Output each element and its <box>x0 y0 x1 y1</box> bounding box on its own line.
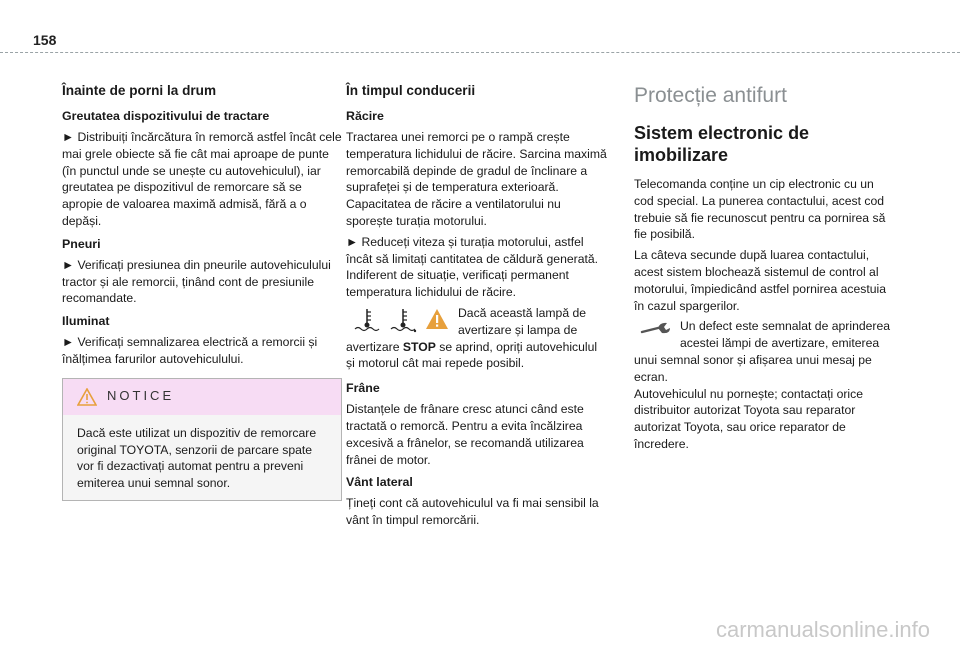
notice-body: Dacă este utilizat un dispozitiv de remorcare original TOYOTA, senzorii de parcare spate vor fi dezactivați automat pentru a preveni emiterea unui semnal sonor. <box>77 425 317 491</box>
notice-title: NOTICE <box>107 388 175 404</box>
paragraph-contact-dealer: Autovehiculul nu pornește; contactați orice distribuitor autorizat Toyota sau reparator autorizat Toyota, sau orice reparator de încredere. <box>634 386 863 451</box>
watermark: carmanualsonline.info <box>715 617 930 642</box>
paragraph-weight: ► Distribuiți încărcătura în remorcă astfel încât cele mai grele obiecte să fie cât mai aproape de punte (în punctul unde se unește cu autovehiculul), iar greutatea pe dispozitivul de remorcare să se apropie de valoarea maximă admisă, fără a o depăși. <box>62 130 342 228</box>
column-before-driving <box>62 82 345 501</box>
paragraph-lighting: ► Verificați semnalizarea electrică a remorcii și înălțimea farurilor autovehiculului. <box>62 335 318 366</box>
warning-lamps-group <box>352 307 450 333</box>
coolant-temperature-icon <box>352 307 382 333</box>
paragraph-remote-chip: Telecomanda conține un cip electronic cu un cod special. La punerea contactului, acest cod trebuie să fie recunoscut pentru ca pornirea să fie posibilă. <box>634 177 886 242</box>
column-while-driving <box>346 82 608 533</box>
heading-before-driving: Înainte de porni la drum <box>62 83 217 98</box>
subheading-lighting: Iluminat <box>62 314 110 329</box>
fault-text: Un defect este semnalat de aprinderea acestei lămpi de avertizare, emiterea unui semnal sonor și afișarea unui mesaj pe ecran. <box>634 319 891 384</box>
warning-lamp-text-b: se aprind, opriți autovehiculul și motorul cât mai repede posibil. <box>346 339 598 371</box>
fault-paragraph <box>634 318 896 385</box>
subheading-towbar-weight: Greutatea dispozitivului de tractare <box>62 109 270 123</box>
column-anti-theft <box>634 82 896 457</box>
paragraph-brakes: Distanțele de frânare cresc atunci când este tractată o remorcă. Pentru a evita încălzirea excesivă a frânelor, se recomandă utilizarea frânei de motor. <box>346 402 584 467</box>
coolant-level-icon <box>388 307 418 333</box>
warning-lamp-text-a: Dacă această lampă de avertizare și lampa de avertizare <box>346 305 587 354</box>
paragraph-reduce-speed: ► Reduceți viteza și turația motorului, astfel încât să limitați cantitatea de căldură generată. Indiferent de situație, verificați permanent temperatura lichidului de răcire. <box>346 234 599 300</box>
top-divider <box>0 52 960 53</box>
subheading-cooling: Răcire <box>346 109 384 123</box>
section-title-anti-theft: Protecție antifurt <box>634 84 787 107</box>
notice-header <box>63 379 341 415</box>
paragraph-side-wind: Țineți cont că autovehiculul va fi mai sensibil la vânt în timpul remorcării. <box>346 496 599 528</box>
subheading-side-wind: Vânt lateral <box>346 475 413 490</box>
stop-label: STOP <box>402 339 436 354</box>
subheading-brakes: Frâne <box>346 381 380 396</box>
heading-while-driving: În timpul conducerii <box>346 83 476 98</box>
notice-box <box>62 378 342 501</box>
page-number: 158 <box>33 32 57 48</box>
heading-immobiliser: Sistem electronic de imobilizare <box>634 123 810 165</box>
warning-triangle-icon <box>77 388 97 406</box>
paragraph-tyres: ► Verificați presiunea din pneurile autovehiculului tractor și ale remorcii, ținând cont de presiunile recomandate. <box>62 257 331 306</box>
subheading-tyres: Pneuri <box>62 236 101 251</box>
warning-triangle-icon <box>424 307 450 331</box>
paragraph-system-lock: La câteva secunde după luarea contactului, acest sistem blochează sistemul de control al motorului, împiedicând astfel pornirea acestuia în cazul spargerilor. <box>634 248 887 313</box>
warning-lamp-paragraph <box>346 305 608 372</box>
wrench-icon <box>640 320 672 338</box>
paragraph-cooling: Tractarea unei remorci pe o rampă crește temperatura lichidului de răcire. Sarcina maximă remorcabilă depinde de gradul de înclinare a suprafeței și de temperatura exterioară. Capacitatea de răcire a ventilatorului nu sporește turația motorului. <box>346 130 607 228</box>
